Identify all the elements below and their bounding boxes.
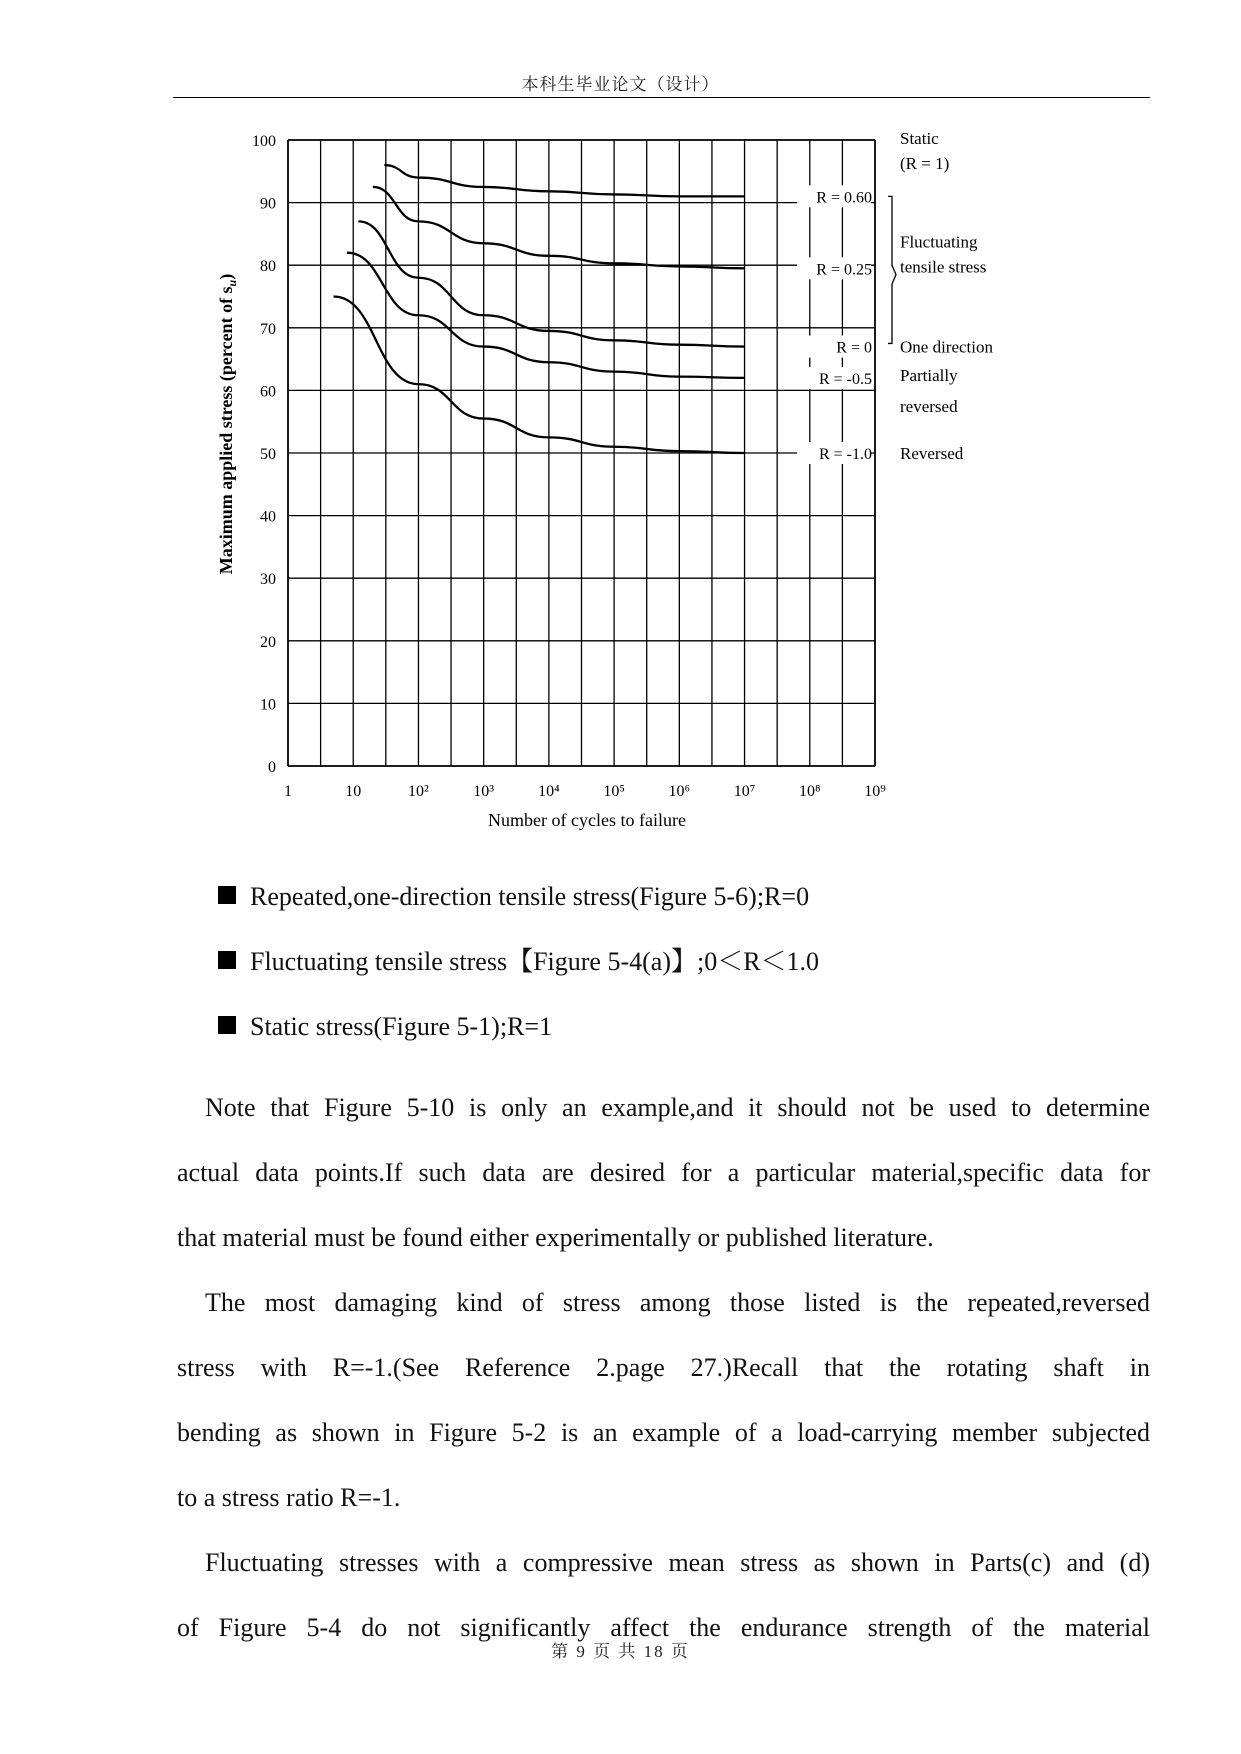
series-curve bbox=[384, 165, 744, 196]
series-label: R = -0.5 bbox=[818, 370, 872, 388]
header-rule bbox=[173, 97, 1150, 98]
x-tick-label: 1 bbox=[284, 783, 292, 800]
chart-ticks bbox=[252, 133, 886, 800]
y-tick-label: 10 bbox=[260, 696, 276, 714]
fluctuating-brace bbox=[888, 196, 896, 343]
paragraph-damaging-stress bbox=[177, 1270, 1150, 1530]
bullet-item: Static stress(Figure 5-1);R=1 bbox=[218, 1010, 819, 1075]
bullet-square-icon bbox=[218, 886, 236, 904]
text-line: The most damaging kind of stress among those listed is the repeated,reversed bbox=[205, 1288, 1150, 1317]
annotation-label: (R = 1) bbox=[900, 154, 950, 174]
chart-grid bbox=[288, 140, 875, 766]
x-tick-label: 10⁴ bbox=[538, 783, 560, 800]
x-axis-label: Number of cycles to failure bbox=[488, 810, 686, 830]
x-tick-label: 10⁷ bbox=[733, 783, 756, 800]
annotation-label: Reversed bbox=[900, 444, 964, 463]
text-line: stress with R=-1.(See Reference 2.page 27.)Recall that the rotating shaft in bbox=[177, 1353, 1150, 1382]
text-line: Note that Figure 5-10 is only an example,and it should not be used to determine bbox=[205, 1093, 1150, 1122]
text-line: bending as shown in Figure 5-2 is an example of a load-carrying member subjected bbox=[177, 1418, 1150, 1447]
annotation-label: Fluctuating bbox=[900, 232, 978, 252]
text-line: that material must be found either experimentally or published literature. bbox=[177, 1223, 934, 1252]
annotation-label: tensile stress bbox=[900, 257, 987, 277]
series-label: R = 0.60 bbox=[816, 189, 872, 207]
paragraph-note bbox=[177, 1075, 1150, 1270]
y-tick-label: 80 bbox=[260, 258, 276, 276]
chart-series bbox=[334, 165, 872, 464]
y-tick-label: 30 bbox=[260, 571, 276, 589]
annotation-label: One direction bbox=[900, 337, 993, 357]
page-footer: 第 9 页 共 18 页 bbox=[551, 1642, 690, 1661]
y-tick-label: 60 bbox=[260, 383, 276, 401]
y-tick-label: 90 bbox=[260, 195, 276, 213]
y-tick-label: 70 bbox=[260, 320, 276, 338]
text-line: Fluctuating stresses with a compressive mean stress as shown in Parts(c) and (d) bbox=[205, 1548, 1150, 1577]
series-label: R = 0.25 bbox=[816, 261, 872, 279]
y-tick-label: 20 bbox=[260, 633, 276, 651]
bullet-square-icon bbox=[218, 1016, 236, 1034]
bullet-item: Fluctuating tensile stress【Figure 5-4(a)】;0＜R＜1.0 bbox=[218, 945, 819, 1010]
text-line: actual data points.If such data are desired for a particular material,specific data for bbox=[177, 1158, 1150, 1187]
series-curve bbox=[334, 297, 745, 454]
series-label: R = 0 bbox=[836, 339, 872, 357]
x-tick-label: 10 bbox=[345, 783, 362, 800]
x-tick-label: 10² bbox=[408, 783, 429, 800]
y-tick-label: 50 bbox=[260, 446, 276, 463]
annotation-label: Partially bbox=[900, 365, 958, 385]
y-tick-label: 40 bbox=[260, 508, 276, 526]
fatigue-chart bbox=[200, 118, 1020, 838]
annotation-label: reversed bbox=[900, 397, 958, 417]
text-line: to a stress ratio R=-1. bbox=[177, 1483, 401, 1512]
x-tick-label: 10⁸ bbox=[798, 783, 821, 800]
y-tick-label: 0 bbox=[268, 759, 276, 776]
text-line: of Figure 5-4 do not significantly affect the endurance strength of the material bbox=[177, 1613, 1150, 1642]
series-curve bbox=[347, 253, 745, 378]
bullet-item: Repeated,one-direction tensile stress(Figure 5-6);R=0 bbox=[218, 880, 819, 945]
x-tick-label: 10⁶ bbox=[668, 783, 691, 800]
series-curve bbox=[373, 187, 745, 268]
page-header: 本科生毕业论文（设计） bbox=[521, 75, 720, 94]
bullet-list bbox=[218, 880, 819, 1075]
y-axis-label: Maximum applied stress (percent of $s_u$) bbox=[216, 273, 239, 575]
y-tick-label: 100 bbox=[252, 133, 276, 150]
x-tick-label: 10³ bbox=[473, 783, 495, 800]
x-tick-label: 10⁹ bbox=[864, 783, 886, 800]
series-label: R = -1.0 bbox=[818, 446, 872, 463]
annotation-label: Static bbox=[900, 129, 939, 148]
bullet-square-icon bbox=[218, 951, 236, 969]
x-tick-label: 10⁵ bbox=[603, 783, 625, 800]
chart-annotations bbox=[888, 129, 993, 463]
